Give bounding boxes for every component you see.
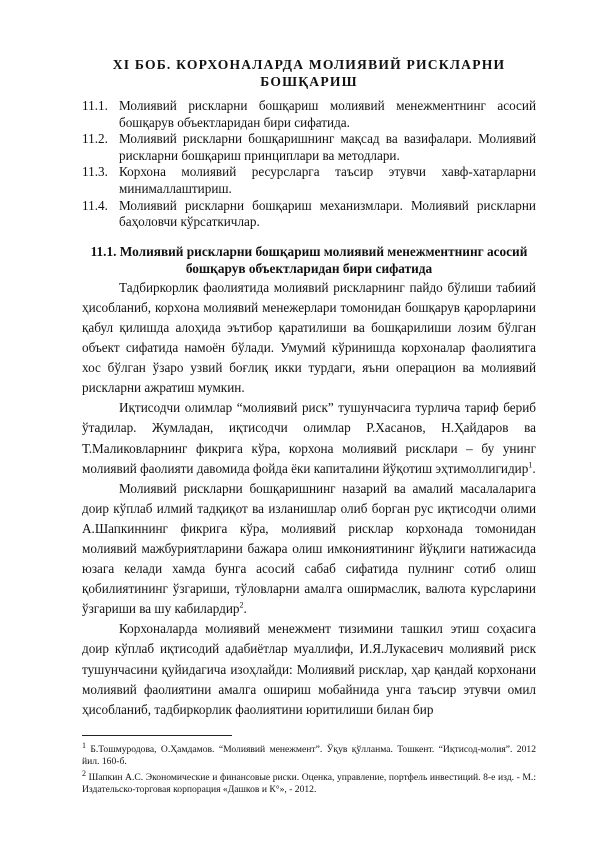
body-paragraph <box>82 278 536 399</box>
chapter-contents-list <box>82 98 536 231</box>
chapter-title: XI БОБ. КОРХОНАЛАРДА МОЛИЯВИЙ РИСКЛАРНИ БОШҚАРИШ <box>112 57 506 89</box>
footnote-text: Шапкин А.С. Экономические и финансовые риски. Оценка, управление, портфель инвестиций. 8-е изд. - М.: Издательско-торговая корпорация «Дашков и К°», - 2012. <box>82 771 536 796</box>
footnote-reference[interactable]: 2 <box>239 600 244 610</box>
footnote <box>82 768 536 797</box>
footnote-number: 1 <box>82 740 86 750</box>
toc-item-text: Молиявий рискларни бошқаришнинг мақсад ва вазифалари. Молиявий рискларни бошқариш принциплари ва методлари. <box>119 131 536 163</box>
toc-item-number: 11.3. <box>82 164 108 180</box>
footnote-separator <box>82 735 232 736</box>
toc-item-text: Молиявий рискларни бошқариш механизмлари. Молиявий рискларни баҳоловчи кўрсаткичлар. <box>119 197 536 230</box>
paragraph-text: Тадбиркорлик фаолиятида молиявий рискларнинг пайдо бўлиши табиий ҳисобланиб, корхона молиявий менежерлари томонидан бошқарув қарорларини қабул қилишда алоҳида эътибор қаратилиши ва бошқарилиши лозим бўлган объект сифатида намоён бўлади. Умумий кўринишда корхоналар фаолиятига хос бўлган ўзаро узвий боғлиқ икки турдаги, яъни операцион ва молиявий рискларни ажратиш мумкин. <box>82 279 536 396</box>
toc-item-number: 11.4. <box>82 197 108 213</box>
paragraph-text: Иқтисодчи олимлар “молиявий риск” тушунчасига турлича тариф бериб ўтадилар. Жумладан, иқтисодчи олимлар Р.Хасанов, Н.Ҳайдаров ва Т.Маликовларнинг фикрига кўра, корхона молиявий рисклари – бу унинг молиявий фаолияти давомида фойда ёки капиталини йўқотиш эҳтимоллигидир <box>82 400 536 476</box>
toc-item-text: Корхона молиявий ресурсларга таъсир этувчи хавф-хатарларни минималлаштириш. <box>119 164 536 196</box>
body-paragraph <box>82 479 536 620</box>
footnote-number: 2 <box>82 768 86 778</box>
toc-item-number: 11.1. <box>82 98 108 113</box>
toc-item <box>82 164 536 197</box>
footnotes <box>82 740 536 800</box>
section-title: 11.1. Молиявий рискларни бошқариш молиявий менежментнинг асосий бошқарув объектларидан бири сифатида <box>90 243 528 276</box>
body-paragraph <box>82 619 536 719</box>
footnote-reference[interactable]: 1 <box>528 460 533 470</box>
paragraph-text: Молиявий рискларни бошқаришнинг назарий ва амалий масалаларига доир кўплаб илмий тадқиқот ва изланишлар олиб борган рус иқтисодчи олими А.Шапкиннинг фикрига кўра, молиявий риcклар корхонада томонидан молиявий мажбуриятларини бажара олиш имкониятининг йўқлиги натижасида юзага келади хамда бунга асосий сабаб сифатида пулнинг сотиб олиш қобилиятининг ўзгариши, тўловларни амалга оширмаслик, валюта курсларини ўзгариши ва шу кабилардир <box>82 480 536 617</box>
toc-item <box>82 198 536 231</box>
toc-item <box>82 131 536 164</box>
footnote <box>82 740 536 769</box>
toc-item-text: Молиявий рискларни бошқариш молиявий менежментнинг асосий бошқарув объектларидан бири сифатида. <box>119 98 536 130</box>
body-paragraph <box>82 398 536 478</box>
toc-item <box>82 98 536 131</box>
footnote-text: Б.Тошмуродова, О.Ҳамдамов. “Молиявий менежмент”. Ўқув қўлланма. Тошкент. “Иқтисод-молия”. 2012 йил. 160-б. <box>82 744 536 768</box>
paragraph-end: . <box>243 601 247 617</box>
paragraph-text: Корхоналарда молиявий менежмент тизимини ташкил этиш соҳасига доир кўплаб иқтисодий адабиётлар муаллифи, И.Я.Лукасевич молиявий риск тушунчасини қуйидагича изоҳлайди: Молиявий рисклар, ҳар қандай корхонани молиявий фаолиятини амалга ошириш мобайнида унга таъсир этувчи омил ҳисобланиб, тадбиркорлик фаолиятини юритилиши билан бир <box>82 621 536 717</box>
toc-item-number: 11.2. <box>82 131 108 147</box>
paragraph-end: . <box>532 460 536 476</box>
